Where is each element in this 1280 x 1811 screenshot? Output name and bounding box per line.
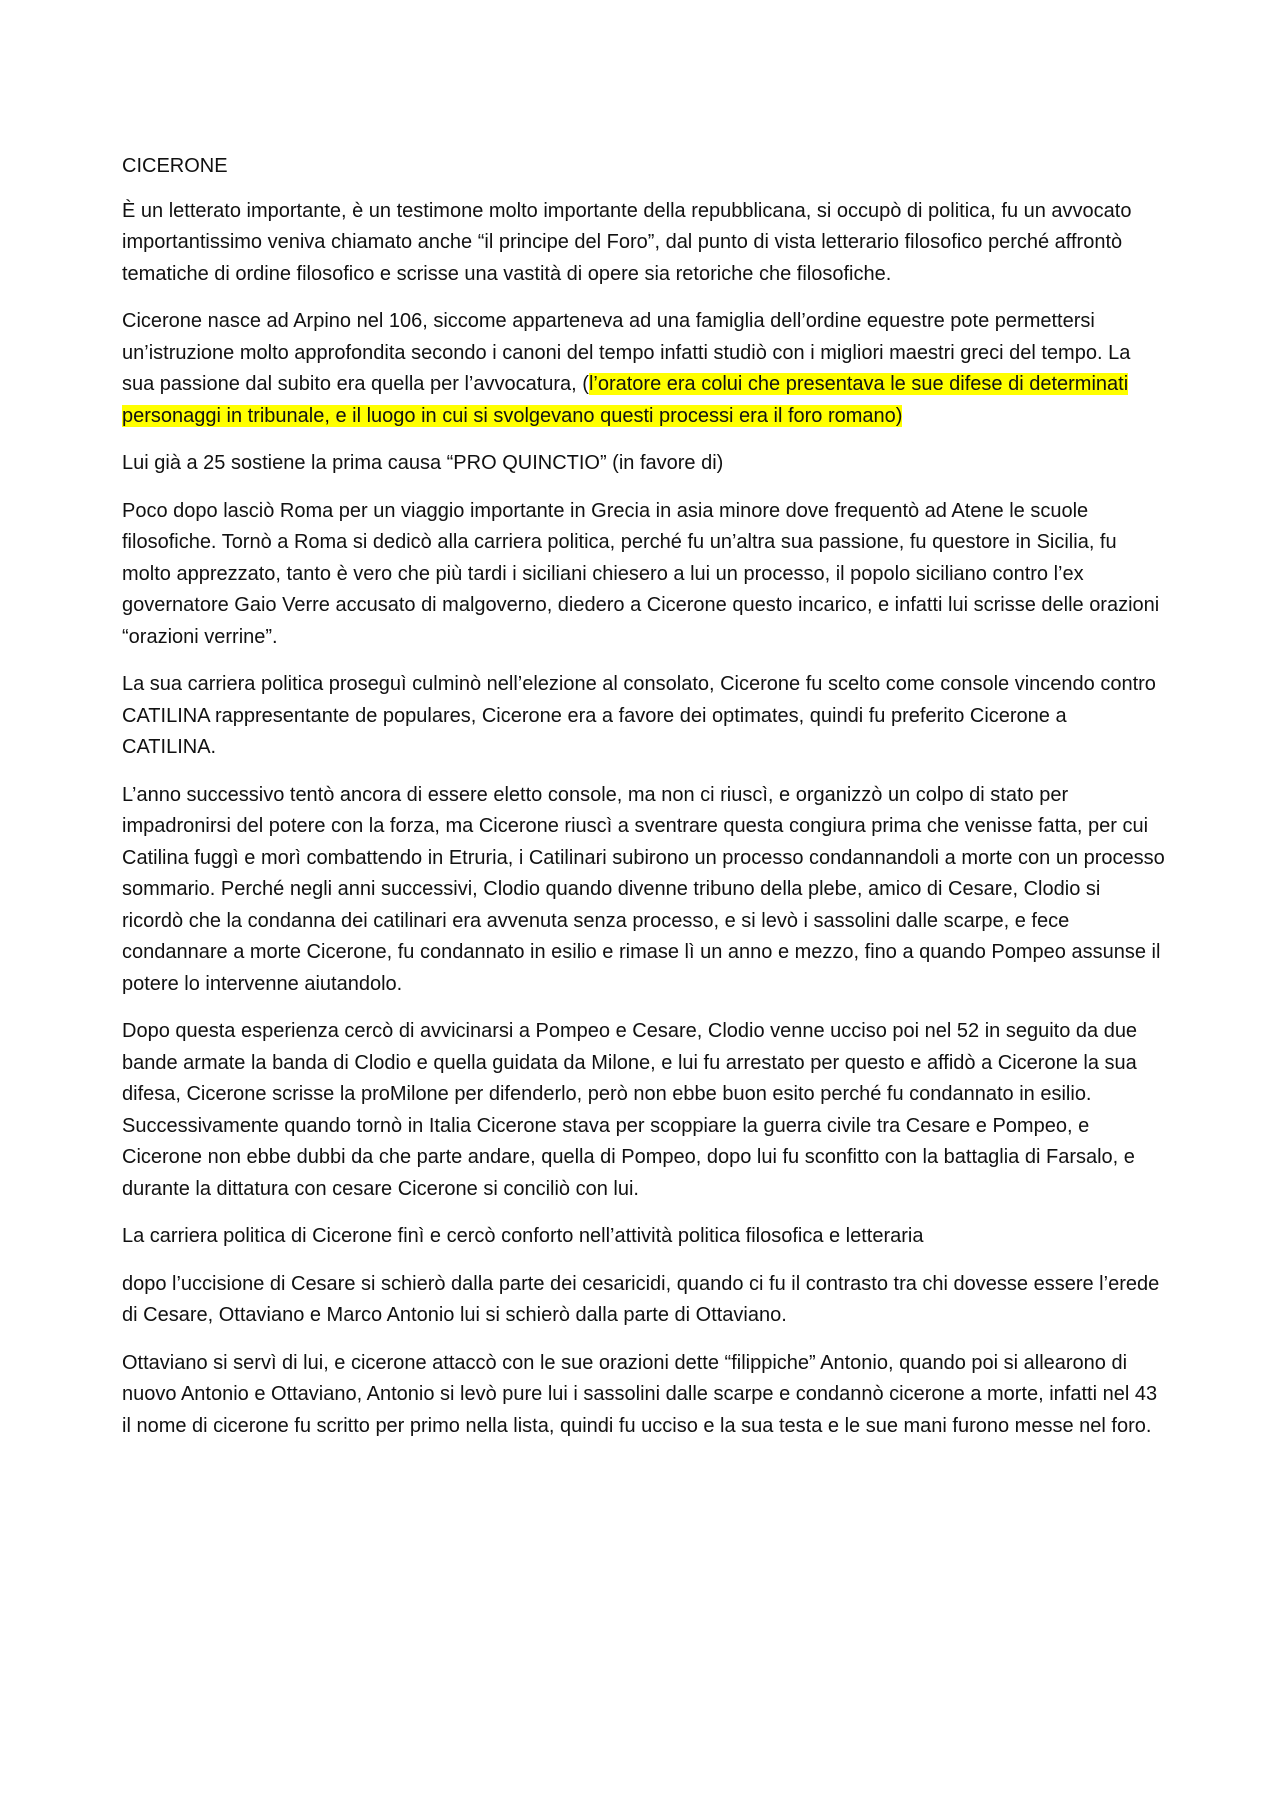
paragraph-6 [122, 780, 1166, 1001]
paragraph-3 [122, 448, 1166, 480]
paragraph-text: È un letterato importante, è un testimone molto importante della repubblicana, si occupò di politica, fu un avvocato importantissimo veniva chiamato anche “il principe del Foro”, dal punto di vista letterario filosofico perché affrontò tematiche di ordine filosofico e scrisse una vastità di opere sia retoriche che filosofiche. [122, 199, 1132, 285]
paragraph-1 [122, 196, 1166, 291]
document-title: CICERONE [122, 155, 228, 177]
paragraph-text: La sua carriera politica proseguì culminò nell’elezione al consolato, Cicerone fu scelto come console vincendo contro CATILINA rappresentante de populares, Cicerone era a favore dei optimates, quindi fu preferito Cicerone a CATILINA. [122, 673, 1156, 758]
paragraph-8 [122, 1221, 1166, 1253]
paragraph-text: Cicerone nasce ad Arpino nel 106, siccome apparteneva ad una famiglia dell’ordine equestre pote permettersi un’istruzione molto approfondita secondo i canoni del tempo infatti studiò con i migliori maestri greci del tempo. La sua passione dal subito era quella per l’avvocatura, ( [122, 310, 1131, 395]
paragraph-2 [122, 306, 1166, 432]
paragraph-text: Lui già a 25 sostiene la prima causa “PRO QUINCTIO” (in favore di) [122, 452, 724, 474]
paragraph-text: Dopo questa esperienza cercò di avvicinarsi a Pompeo e Cesare, Clodio venne ucciso poi nel 52 in seguito da due bande armate la banda di Clodio e quella guidata da Milone, e lui fu arrestato per questo e affidò a Cicerone la sua difesa, Cicerone scrisse la proMilone per difenderlo, però non ebbe buon esito perché fu condannato in esilio. Successivamente quando tornò in Italia Cicerone stava per scoppiare la guerra civile tra Cesare e Pompeo, e Cicerone non ebbe dubbi da che parte andare, quella di Pompeo, dopo lui fu sconfitto con la battaglia di Farsalo, e durante la dittatura con cesare Cicerone si conciliò con lui. [122, 1020, 1138, 1200]
paragraph-text: dopo l’uccisione di Cesare si schierò dalla parte dei cesaricidi, quando ci fu il contrasto tra chi dovesse essere l’erede di Cesare, Ottaviano e Marco Antonio lui si schierò dalla parte di Ottaviano. [122, 1272, 1160, 1326]
paragraph-text: Ottaviano si servì di lui, e cicerone attaccò con le sue orazioni dette “filippiche” Antonio, quando poi si allearono di nuovo Antonio e Ottaviano, Antonio si levò pure lui i sassolini dalle scarpe e condannò cicerone a morte, infatti nel 43 il nome di cicerone fu scritto per primo nella lista, quindi fu ucciso e la sua testa e le sue mani furono messe nel foro. [122, 1351, 1158, 1437]
paragraph-text: L’anno successivo tentò ancora di essere eletto console, ma non ci riuscì, e organizzò un colpo di stato per impadronirsi del potere con la forza, ma Cicerone riuscì a sventrare questa congiura prima che venisse fatta, per cui Catilina fuggì e morì combattendo in Etruria, i Catilinari subirono un processo condannandoli a morte con un processo sommario. Perché negli anni successivi, Clodio quando divenne tribuno della plebe, amico di Cesare, Clodio si ricordò che la condanna dei catilinari era avvenuta senza processo, e si levò i sassolini dalle scarpe, e fece condannare a morte Cicerone, fu condannato in esilio e rimase lì un anno e mezzo, fino a quando Pompeo assunse il potere lo intervenne aiutandolo. [122, 783, 1165, 995]
paragraph-10 [122, 1348, 1166, 1443]
paragraph-9 [122, 1269, 1166, 1332]
document-body [122, 151, 1166, 1458]
highlighted-text: l’oratore era colui che presentava le sue difese di determinati personaggi in tribunale, e il luogo in cui si svolgevano questi processi era il foro romano) [122, 373, 1129, 427]
paragraph-4 [122, 496, 1166, 654]
paragraph-text: La carriera politica di Cicerone finì e cercò conforto nell’attività politica filosofica e letteraria [122, 1225, 924, 1247]
paragraph-7 [122, 1016, 1166, 1205]
paragraph-text: Poco dopo lasciò Roma per un viaggio importante in Grecia in asia minore dove frequentò ad Atene le scuole filosofiche. Tornò a Roma si dedicò alla carriera politica, perché fu un’altra sua passione, fu questore in Sicilia, fu molto apprezzato, tanto è vero che più tardi i siciliani chiesero a lui un processo, il popolo siciliano contro l’ex governatore Gaio Verre accusato di malgoverno, diedero a Cicerone questo incarico, e infatti lui scrisse delle orazioni “orazioni verrine”. [122, 499, 1160, 648]
paragraph-5 [122, 669, 1166, 764]
